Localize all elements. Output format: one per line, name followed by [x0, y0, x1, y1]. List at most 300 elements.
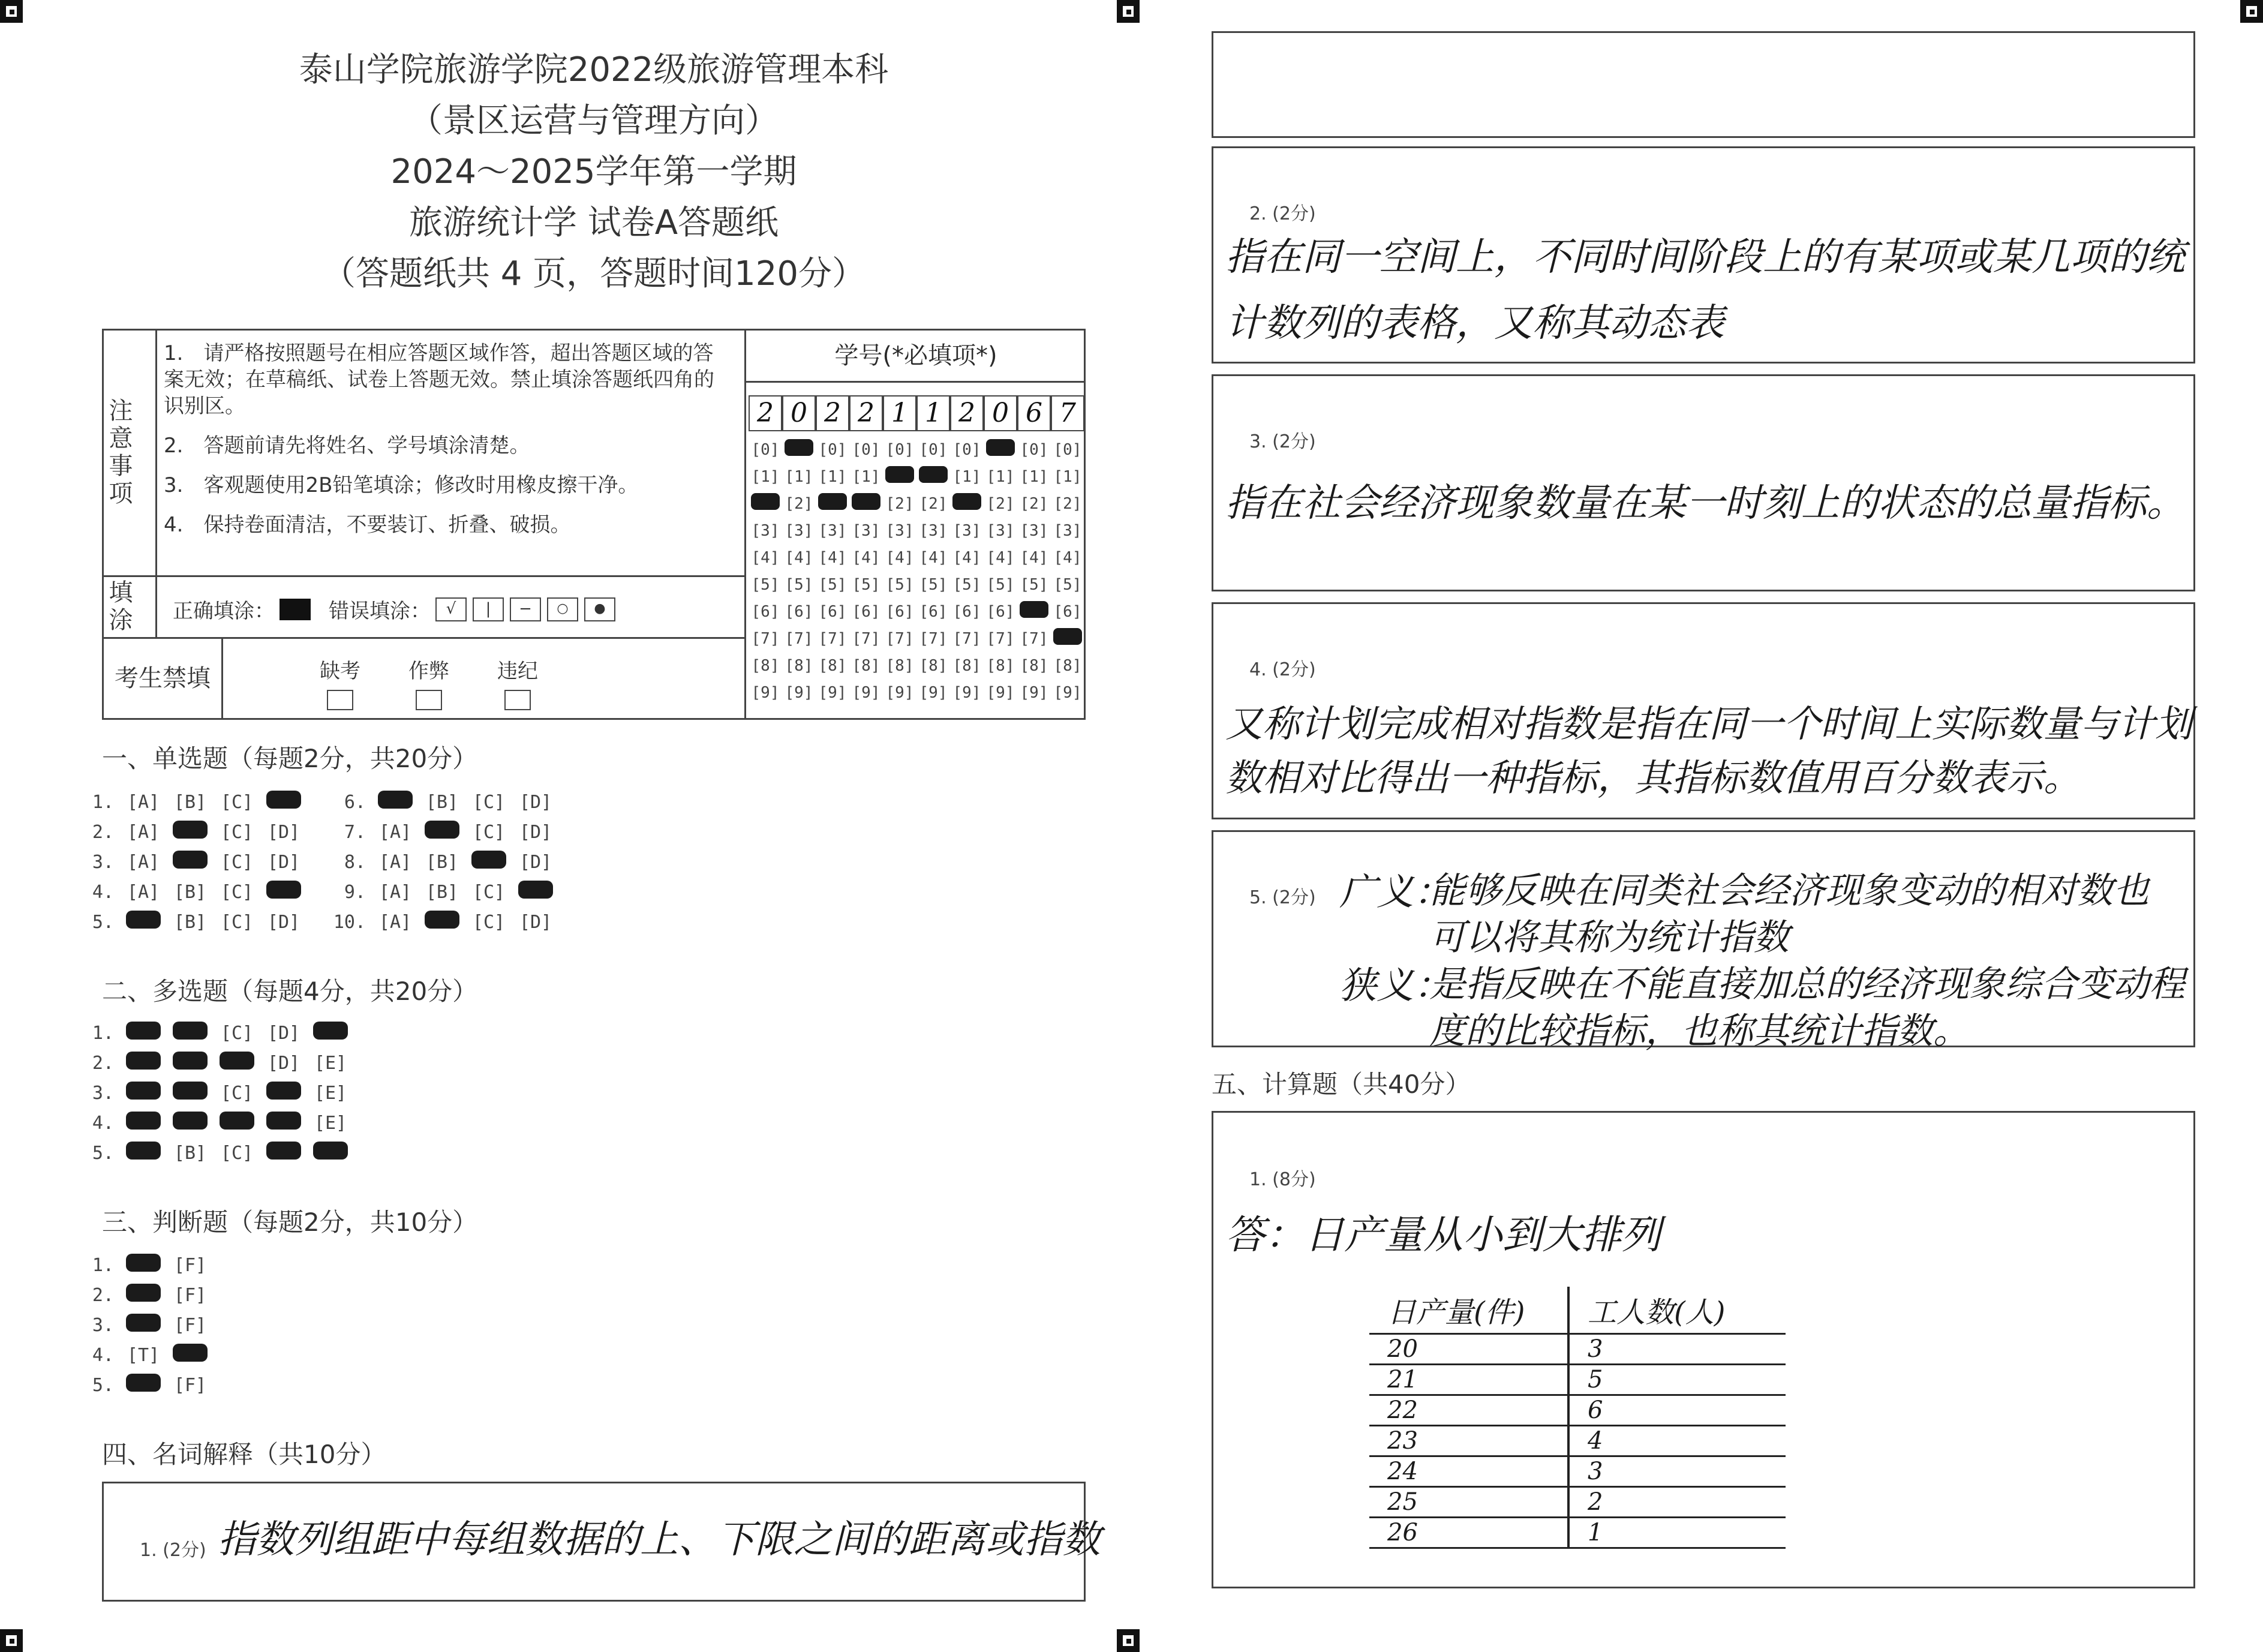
term-q2-points: 2. (2分): [1249, 203, 1316, 224]
answer-bubble[interactable]: [120, 1142, 167, 1164]
question-number: 6.: [344, 791, 366, 813]
answer-bubble[interactable]: [B]: [173, 1142, 207, 1164]
student-id-bubble[interactable]: [6]: [919, 602, 948, 621]
student-id-panel: [744, 331, 1086, 718]
student-id-bubble[interactable]: [9]: [1053, 683, 1082, 702]
answer-bubble[interactable]: [D]: [519, 911, 552, 933]
answer-bubble[interactable]: [C]: [220, 881, 254, 903]
single-question-row: [318, 851, 559, 873]
student-id-bubble[interactable]: [5]: [986, 575, 1015, 594]
question-number: 1.: [92, 1022, 114, 1044]
answer-bubble[interactable]: [214, 1052, 260, 1074]
student-id-bubble[interactable]: [1]: [818, 467, 847, 486]
answer-bubble[interactable]: [167, 1082, 214, 1104]
answer-bubble[interactable]: [F]: [173, 1314, 207, 1336]
answer-bubble[interactable]: [260, 1142, 307, 1164]
fill-label: 填涂: [105, 579, 133, 635]
calc-table-cell: 3: [1568, 1456, 1786, 1487]
student-id-bubble[interactable]: [5]: [952, 575, 981, 594]
student-id-bubble[interactable]: [782, 439, 816, 460]
student-id-bubble[interactable]: [4]: [818, 548, 847, 567]
student-id-bubble[interactable]: [7]: [919, 629, 948, 648]
question-number: 2.: [92, 1284, 114, 1306]
student-id-label: 学号(*必填项*): [746, 331, 1086, 383]
answer-bubble[interactable]: [A]: [378, 821, 412, 843]
student-id-bubble[interactable]: [3]: [885, 521, 914, 540]
student-id-bubble[interactable]: [9]: [751, 683, 780, 702]
multi-question-row: [66, 1142, 354, 1164]
student-id-bubble[interactable]: [3]: [751, 521, 780, 540]
flag-absent-box[interactable]: [327, 690, 353, 710]
filled-bubble-mark: [986, 439, 1015, 456]
answer-bubble[interactable]: [C]: [220, 1082, 254, 1104]
answer-bubble[interactable]: [120, 1112, 167, 1134]
student-id-bubble[interactable]: [7]: [818, 629, 847, 648]
filled-bubble-mark: [266, 881, 301, 899]
answer-bubble[interactable]: [B]: [425, 791, 459, 813]
student-id-bubble[interactable]: [7]: [885, 629, 914, 648]
answer-bubble[interactable]: [C]: [472, 791, 506, 813]
student-id-bubble[interactable]: [6]: [751, 602, 780, 621]
filled-bubble-mark: [220, 1112, 254, 1130]
student-id-bubble[interactable]: [3]: [1020, 521, 1048, 540]
question-number: 3.: [92, 1314, 114, 1336]
answer-bubble[interactable]: [E]: [314, 1082, 347, 1104]
student-id-bubble[interactable]: [6]: [885, 602, 914, 621]
question-number: 5.: [92, 911, 114, 933]
single-question-row: [318, 821, 559, 843]
calc-table-cell: 24: [1369, 1456, 1568, 1487]
wrong-sample: |: [473, 597, 504, 621]
flag-violation: [497, 654, 538, 710]
judge-question-row: [66, 1284, 214, 1306]
filled-bubble-mark: [313, 1142, 348, 1160]
student-id-bubble[interactable]: [6]: [1053, 602, 1082, 621]
term-answer-box-5[interactable]: [1212, 830, 2195, 1052]
registration-mark-bottom-left: [0, 1629, 23, 1652]
answer-bubble[interactable]: [120, 1374, 167, 1396]
student-id-bubble[interactable]: [9]: [885, 683, 914, 702]
student-id-bubble[interactable]: [1]: [751, 467, 780, 486]
filled-bubble-mark: [173, 1022, 208, 1040]
student-id-bubble[interactable]: [8]: [785, 656, 813, 675]
student-id-bubble[interactable]: [4]: [751, 548, 780, 567]
answer-bubble[interactable]: [372, 791, 419, 813]
single-question-row: [66, 851, 307, 873]
divider: [104, 575, 744, 577]
calc-answer-box-1[interactable]: [1212, 1111, 2195, 1588]
student-id-bubble[interactable]: [8]: [852, 656, 880, 675]
answer-bubble[interactable]: [260, 881, 307, 903]
student-id-bubble[interactable]: [6]: [818, 602, 847, 621]
answer-bubble[interactable]: [A]: [127, 851, 160, 873]
student-id-bubble[interactable]: [0]: [818, 440, 847, 459]
filled-bubble-mark: [1053, 628, 1082, 645]
student-id-bubble[interactable]: [0]: [885, 440, 914, 459]
student-id-bubble[interactable]: [8]: [1020, 656, 1048, 675]
student-id-bubble[interactable]: [2]: [885, 494, 914, 513]
student-id-bubble[interactable]: [8]: [1053, 656, 1082, 675]
student-id-bubble[interactable]: [7]: [751, 629, 780, 648]
question-number: 1.: [92, 1254, 114, 1276]
term-q5-narrow-label: 狭义：: [1339, 963, 1451, 1007]
registration-mark-top-left: [0, 0, 23, 23]
term-q5-narrow-line1: 是指反映在不能直接加总的经济现象综合变动程: [1429, 963, 2185, 1005]
calc-table-row: [1369, 1487, 1786, 1518]
student-id-bubble[interactable]: [7]: [852, 629, 880, 648]
calc-table-cell: 3: [1568, 1334, 1786, 1365]
answer-bubble[interactable]: [C]: [472, 911, 506, 933]
student-id-bubble[interactable]: [8]: [952, 656, 981, 675]
student-id-bubble[interactable]: [4]: [919, 548, 948, 567]
student-id-bubble[interactable]: [5]: [852, 575, 880, 594]
student-id-bubble[interactable]: [950, 493, 984, 514]
answer-bubble[interactable]: [120, 1254, 167, 1276]
answer-bubble[interactable]: [C]: [220, 1022, 254, 1044]
answer-bubble[interactable]: [A]: [378, 851, 412, 873]
student-id-bubble[interactable]: [0]: [751, 440, 780, 459]
filled-bubble-mark: [818, 493, 847, 510]
student-id-bubble[interactable]: [5]: [885, 575, 914, 594]
flag-cheat-label: 作弊: [408, 659, 449, 683]
term-q1-handwritten-answer: 指数列组距中每组数据的上、下限之间的距离或指数: [218, 1518, 1101, 1562]
question-number: 4.: [92, 1112, 114, 1134]
answer-bubble[interactable]: [F]: [173, 1374, 207, 1396]
answer-bubble[interactable]: [120, 1022, 167, 1044]
term-q5-broad-line2: 可以将其称为统计指数: [1429, 917, 1789, 959]
calc-table-cell: 5: [1568, 1365, 1786, 1395]
student-id-bubble[interactable]: [3]: [785, 521, 813, 540]
filled-bubble-mark: [518, 881, 553, 899]
answer-bubble[interactable]: [D]: [519, 791, 552, 813]
filled-bubble-mark: [313, 1022, 348, 1040]
answer-bubble[interactable]: [C]: [472, 881, 506, 903]
notice-label-cell: [104, 331, 157, 575]
section-terms-title: 四、名词解释（共10分）: [102, 1440, 386, 1469]
header-line-3: 2024～2025学年第一学期: [390, 152, 797, 191]
wrong-sample: −: [510, 597, 541, 621]
calc-table-cell: 4: [1568, 1426, 1786, 1456]
multi-question-row: [66, 1022, 354, 1044]
info-box: [102, 329, 1086, 720]
term-answer-box-3[interactable]: [1212, 374, 2195, 591]
student-id-bubble[interactable]: [6]: [986, 602, 1015, 621]
question-number: 1.: [92, 791, 114, 813]
term-q1-points: 1. (2分): [140, 1540, 206, 1561]
filled-bubble-mark: [785, 439, 813, 456]
student-id-bubble[interactable]: [5]: [785, 575, 813, 594]
exam-flags: [320, 654, 538, 710]
answer-bubble[interactable]: [C]: [220, 791, 254, 813]
student-id-bubble[interactable]: [849, 493, 883, 514]
student-id-bubble[interactable]: [1]: [1020, 467, 1048, 486]
student-id-bubble[interactable]: [3]: [818, 521, 847, 540]
calc-table-row: [1369, 1426, 1786, 1456]
answer-bubble[interactable]: [D]: [267, 851, 300, 873]
student-id-bubble[interactable]: [4]: [885, 548, 914, 567]
filled-bubble-mark: [126, 1082, 161, 1100]
student-id-bubble[interactable]: [0]: [952, 440, 981, 459]
calc-table-row: [1369, 1365, 1786, 1395]
student-id-bubble[interactable]: [0]: [919, 440, 948, 459]
student-id-bubble[interactable]: [9]: [785, 683, 813, 702]
filled-bubble-mark: [919, 466, 948, 483]
term-q3-points: 3. (2分): [1249, 431, 1316, 452]
filled-bubble-mark: [126, 1254, 161, 1272]
answer-bubble[interactable]: [C]: [220, 851, 254, 873]
filled-bubble-mark: [173, 1052, 208, 1070]
answer-bubble[interactable]: [419, 821, 465, 843]
answer-bubble[interactable]: [A]: [378, 911, 412, 933]
student-id-bubble[interactable]: [5]: [818, 575, 847, 594]
answer-bubble[interactable]: [B]: [173, 911, 207, 933]
multi-question-row: [66, 1082, 354, 1104]
student-id-bubble[interactable]: [7]: [952, 629, 981, 648]
term-q5-broad-label: 广义：: [1339, 870, 1451, 914]
answer-bubble[interactable]: [465, 851, 512, 873]
student-id-bubble[interactable]: [4]: [986, 548, 1015, 567]
answer-bubble[interactable]: [A]: [127, 881, 160, 903]
flag-cheat: [408, 654, 449, 710]
student-id-bubble[interactable]: [0]: [852, 440, 880, 459]
student-id-written-digit: 1: [916, 395, 950, 431]
term-answer-box-1[interactable]: [102, 1482, 1101, 1602]
judge-question-row: [66, 1344, 214, 1366]
answer-bubble[interactable]: [E]: [314, 1052, 347, 1074]
answer-bubble[interactable]: [C]: [220, 911, 254, 933]
answer-bubble[interactable]: [120, 911, 167, 933]
answer-bubble[interactable]: [F]: [173, 1254, 207, 1276]
section-calc-title: 五、计算题（共40分）: [1212, 1070, 1471, 1099]
student-id-bubble[interactable]: [9]: [852, 683, 880, 702]
answer-bubble[interactable]: [120, 1314, 167, 1336]
student-id-bubble[interactable]: [2]: [785, 494, 813, 513]
term-q4-points: 4. (2分): [1249, 659, 1316, 680]
flag-absent-label: 缺考: [320, 659, 360, 683]
student-id-written-digit: 2: [849, 395, 883, 431]
answer-bubble[interactable]: [260, 1082, 307, 1104]
student-id-bubble[interactable]: [4]: [785, 548, 813, 567]
answer-bubble[interactable]: [512, 881, 559, 903]
answer-bubble[interactable]: [307, 1022, 354, 1044]
term-answer-box-2[interactable]: [1212, 146, 2195, 364]
answer-bubble[interactable]: [167, 821, 214, 843]
student-id-bubble[interactable]: [1]: [986, 467, 1015, 486]
term-q4-answer-line1: 又称计划完成相对指数是指在同一个时间上实际数量与计划: [1225, 702, 2193, 746]
question-number: 8.: [344, 851, 366, 873]
answer-bubble[interactable]: [B]: [173, 881, 207, 903]
calc-table-cell: 25: [1369, 1487, 1568, 1518]
student-id-bubble-row: [749, 490, 1084, 517]
student-id-bubble[interactable]: [1]: [852, 467, 880, 486]
student-id-bubble[interactable]: [883, 466, 916, 487]
student-id-bubble[interactable]: [8]: [885, 656, 914, 675]
notice-item: 2. 答题前请先将姓名、学号填涂清楚。: [164, 434, 530, 458]
exam-flags-label-cell: [104, 639, 223, 718]
answer-bubble[interactable]: [260, 791, 307, 813]
question-number: 3.: [92, 1082, 114, 1104]
filled-bubble-mark: [173, 1344, 208, 1362]
answer-bubble[interactable]: [167, 1022, 214, 1044]
student-id-bubble[interactable]: [3]: [852, 521, 880, 540]
answer-bubble[interactable]: [A]: [378, 881, 412, 903]
calc-table-cell: 22: [1369, 1395, 1568, 1426]
term-answer-box-continued[interactable]: [1212, 31, 2195, 138]
student-id-bubble[interactable]: [1017, 601, 1051, 622]
student-id-bubble[interactable]: [5]: [751, 575, 780, 594]
answer-bubble[interactable]: [B]: [425, 881, 459, 903]
header-line-5: （答题纸共 4 页，答题时间120分）: [321, 254, 866, 293]
answer-bubble[interactable]: [120, 1052, 167, 1074]
student-id-bubble[interactable]: [1]: [952, 467, 981, 486]
student-id-bubble[interactable]: [1]: [1053, 467, 1082, 486]
calc-table-cell: 26: [1369, 1518, 1568, 1548]
answer-bubble[interactable]: [167, 851, 214, 873]
filled-bubble-mark: [378, 791, 413, 809]
answer-bubble[interactable]: [D]: [519, 851, 552, 873]
answer-bubble[interactable]: [E]: [314, 1112, 347, 1134]
student-id-bubble[interactable]: [916, 466, 950, 487]
calc-table-cell: 6: [1568, 1395, 1786, 1426]
student-id-bubble[interactable]: [6]: [952, 602, 981, 621]
question-number: 2.: [92, 1052, 114, 1074]
student-id-bubble[interactable]: [7]: [785, 629, 813, 648]
student-id-written-digit: 7: [1051, 395, 1084, 431]
answer-bubble[interactable]: [D]: [267, 1022, 300, 1044]
answer-bubble[interactable]: [419, 911, 465, 933]
student-id-bubble[interactable]: [2]: [1053, 494, 1082, 513]
calc-table-row: [1369, 1395, 1786, 1426]
student-id-bubble[interactable]: [8]: [919, 656, 948, 675]
answer-bubble[interactable]: [167, 1344, 214, 1366]
student-id-bubble[interactable]: [749, 493, 782, 514]
answer-bubble[interactable]: [260, 1112, 307, 1134]
calc-table-cell: 20: [1369, 1334, 1568, 1365]
answer-bubble[interactable]: [D]: [267, 911, 300, 933]
term-answer-box-4[interactable]: [1212, 602, 2195, 819]
student-id-written-digit: 1: [883, 395, 916, 431]
student-id-bubble-row: [749, 436, 1084, 463]
answer-bubble[interactable]: [C]: [472, 821, 506, 843]
answer-bubble[interactable]: [214, 1112, 260, 1134]
student-id-bubble[interactable]: [3]: [919, 521, 948, 540]
student-id-bubble-row: [749, 652, 1084, 679]
term-q2-answer-line2: 计数列的表格，又称其动态表: [1225, 301, 1724, 346]
filled-bubble-mark: [126, 1284, 161, 1302]
student-id-bubble[interactable]: [7]: [986, 629, 1015, 648]
student-id-bubble[interactable]: [5]: [1053, 575, 1082, 594]
answer-bubble[interactable]: [307, 1142, 354, 1164]
term-q4-answer-line2: 数相对比得出一种指标，其指标数值用百分数表示。: [1225, 756, 2081, 800]
question-number: 4.: [92, 881, 114, 903]
filled-bubble-mark: [1020, 601, 1048, 618]
student-id-bubble[interactable]: [5]: [919, 575, 948, 594]
answer-bubble[interactable]: [167, 1112, 214, 1134]
student-id-bubble[interactable]: [9]: [952, 683, 981, 702]
answer-bubble[interactable]: [D]: [267, 1052, 300, 1074]
student-id-bubble[interactable]: [2]: [1020, 494, 1048, 513]
student-id-bubble[interactable]: [2]: [919, 494, 948, 513]
filled-bubble-mark: [126, 1314, 161, 1332]
answer-bubble[interactable]: [F]: [173, 1284, 207, 1306]
answer-bubble[interactable]: [B]: [425, 851, 459, 873]
term-q5-broad-line1: 能够反映在同类社会经济现象变动的相对数也: [1429, 870, 2149, 912]
student-id-bubble[interactable]: [7]: [1020, 629, 1048, 648]
answer-bubble[interactable]: [C]: [220, 1142, 254, 1164]
answer-bubble[interactable]: [120, 1284, 167, 1306]
answer-bubble[interactable]: [A]: [127, 791, 160, 813]
student-id-bubble[interactable]: [6]: [785, 602, 813, 621]
student-id-bubble[interactable]: [4]: [1053, 548, 1082, 567]
question-number: 3.: [92, 851, 114, 873]
student-id-bubble[interactable]: [3]: [952, 521, 981, 540]
calc-table-cell: 21: [1369, 1365, 1568, 1395]
student-id-bubble[interactable]: [8]: [986, 656, 1015, 675]
student-id-bubble[interactable]: [2]: [986, 494, 1015, 513]
notice-item: 1. 请严格按照题号在相应答题区域作答，超出答题区域的答案无效；在草稿纸、试卷上答题无效。禁止填涂答题纸四角的识别区。: [164, 341, 714, 418]
student-id-bubble[interactable]: [9]: [1020, 683, 1048, 702]
fill-correct-sample: [280, 599, 311, 620]
student-id-bubble[interactable]: [3]: [1053, 521, 1082, 540]
student-id-bubble[interactable]: [3]: [986, 521, 1015, 540]
term-q5-narrow-line2: 度的比较指标，也称其统计指数。: [1429, 1010, 1969, 1052]
answer-bubble[interactable]: [C]: [220, 821, 254, 843]
header-line-1: 泰山学院旅游学院2022级旅游管理本科: [299, 50, 889, 89]
student-id-bubble[interactable]: [9]: [919, 683, 948, 702]
answer-bubble[interactable]: [120, 1082, 167, 1104]
question-number: 5.: [92, 1374, 114, 1396]
calc-q1-table-wrap: [1369, 1287, 1786, 1549]
registration-mark-top-middle: [1117, 0, 1140, 23]
student-id-bubble[interactable]: [4]: [1020, 548, 1048, 567]
answer-bubble[interactable]: [D]: [519, 821, 552, 843]
flag-cheat-box[interactable]: [416, 690, 442, 710]
filled-bubble-mark: [126, 1022, 161, 1040]
calc-table-cell: 23: [1369, 1426, 1568, 1456]
flag-violation-box[interactable]: [504, 690, 531, 710]
student-id-bubble[interactable]: [8]: [751, 656, 780, 675]
student-id-bubble[interactable]: [816, 493, 849, 514]
answer-bubble[interactable]: [D]: [267, 821, 300, 843]
student-id-bubble[interactable]: [6]: [852, 602, 880, 621]
header-line-4: 旅游统计学 试卷A答题纸: [408, 203, 779, 242]
student-id-bubble[interactable]: [4]: [952, 548, 981, 567]
student-id-bubble[interactable]: [0]: [1053, 440, 1082, 459]
answer-bubble[interactable]: [T]: [127, 1344, 160, 1366]
filled-bubble-mark: [425, 821, 459, 839]
student-id-bubble[interactable]: [0]: [1020, 440, 1048, 459]
student-id-bubble-grid: [749, 436, 1084, 706]
student-id-bubble[interactable]: [9]: [986, 683, 1015, 702]
notice-label: 注意事项: [105, 398, 133, 508]
answer-bubble[interactable]: [A]: [127, 821, 160, 843]
answer-bubble[interactable]: [B]: [173, 791, 207, 813]
student-id-bubble[interactable]: [9]: [818, 683, 847, 702]
filled-bubble-mark: [471, 851, 506, 869]
student-id-bubble[interactable]: [5]: [1020, 575, 1048, 594]
term-q3-answer: 指在社会经济现象数量在某一时刻上的状态的总量指标。: [1225, 481, 2185, 525]
student-id-bubble[interactable]: [1051, 628, 1084, 649]
filled-bubble-mark: [266, 1142, 301, 1160]
flag-absent: [320, 654, 360, 710]
filled-bubble-mark: [266, 1112, 301, 1130]
student-id-bubble[interactable]: [4]: [852, 548, 880, 567]
student-id-bubble[interactable]: [984, 439, 1017, 460]
student-id-bubble[interactable]: [8]: [818, 656, 847, 675]
answer-bubble[interactable]: [167, 1052, 214, 1074]
student-id-bubble[interactable]: [1]: [785, 467, 813, 486]
filled-bubble-mark: [126, 1142, 161, 1160]
